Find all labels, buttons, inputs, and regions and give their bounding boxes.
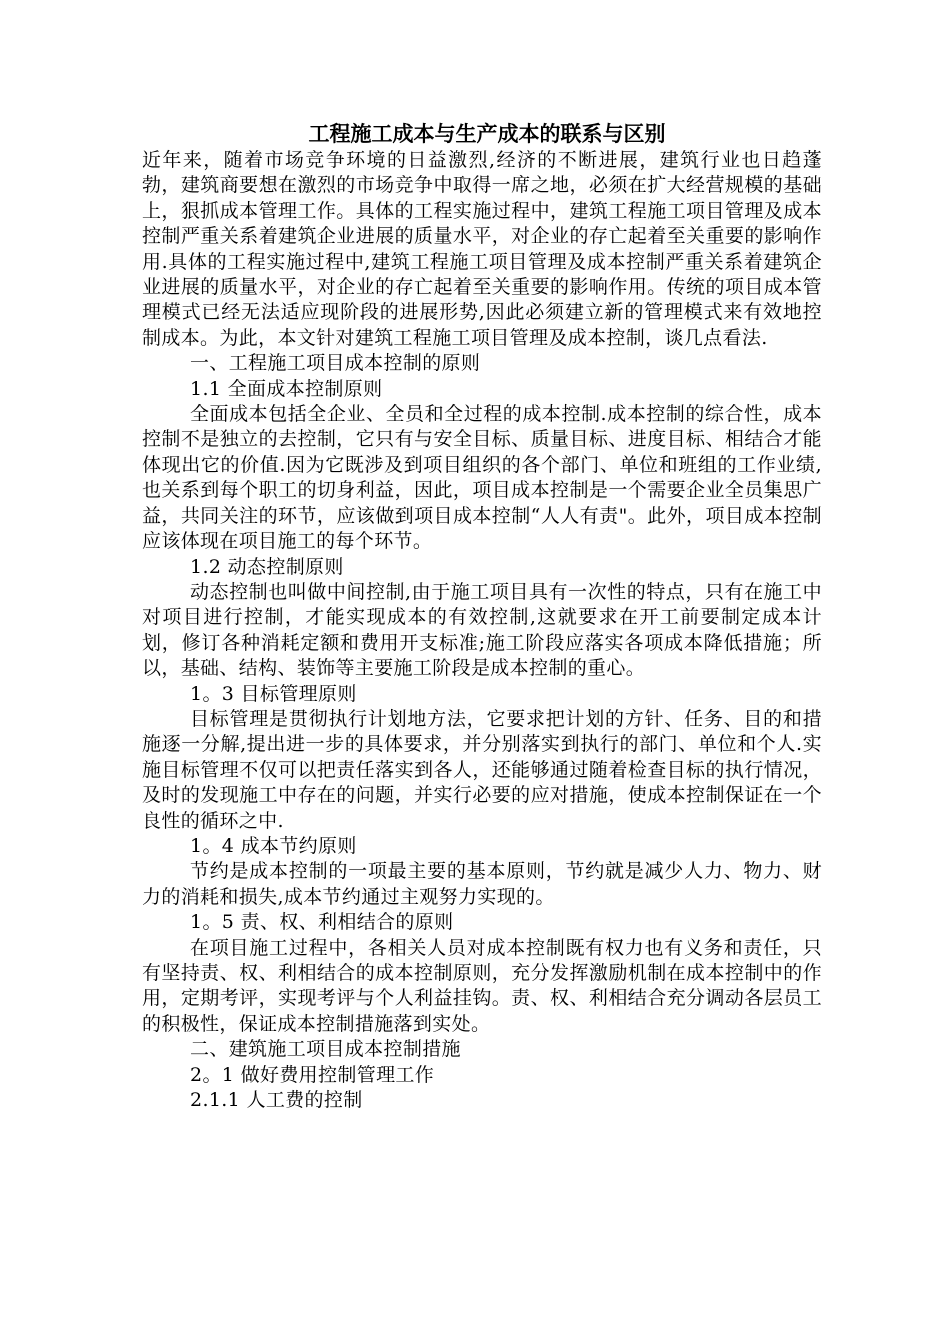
section-heading: 一、工程施工项目成本控制的原则 — [190, 352, 481, 375]
section-heading: 2.1.1 人工费的控制 — [190, 1089, 363, 1112]
document-title: 工程施工成本与生产成本的联系与区别 — [308, 121, 666, 146]
document-page — [142, 120, 822, 1113]
section-heading: 1.1 全面成本控制原则 — [190, 377, 383, 400]
body-paragraph: 动态控制也叫做中间控制,由于施工项目具有一次性的特点，只有在施工中对项目进行控制，才能实现成本的有效控制,这就要求在开工前要制定成本计划，修订各种消耗定额和费用开支标准;施工阶段应落实各项成本降低措施；所以，基础、结构、装饰等主要施工阶段是成本控制的重心。 — [142, 580, 822, 680]
body-paragraph: 目标管理是贯彻执行计划地方法，它要求把计划的方针、任务、目的和措施逐一分解,提出进一步的具体要求，并分别落实到执行的部门、单位和个人.实施目标管理不仅可以把责任落实到各人，还能够通过随着检查目标的执行情况，及时的发现施工中存在的问题，并实行必要的应对措施，使成本控制保证在一个良性的循环之中. — [142, 707, 822, 832]
section-heading: 1。3 目标管理原则 — [190, 682, 357, 705]
section-heading: 2。1 做好费用控制管理工作 — [190, 1063, 435, 1086]
section-heading: 1。4 成本节约原则 — [190, 834, 357, 857]
section-heading: 1.2 动态控制原则 — [190, 555, 344, 578]
document-body — [142, 148, 822, 1113]
body-paragraph: 近年来，随着市场竞争环境的日益激烈,经济的不断进展，建筑行业也日趋蓬勃，建筑商要想在激烈的市场竞争中取得一席之地，必须在扩大经营规模的基础上，狠抓成本管理工作。具体的工程实施过程中，建筑工程施工项目管理及成本控制严重关系着建筑企业进展的质量水平，对企业的存亡起着至关重要的影响作用.具体的工程实施过程中,建筑工程施工项目管理及成本控制严重关系着建筑企业进展的质量水平，对企业的存亡起着至关重要的影响作用。传统的项目成本管理模式已经无法适应现阶段的进展形势,因此必须建立新的管理模式来有效地控制成本。为此，本文针对建筑工程施工项目管理及成本控制，谈几点看法. — [142, 149, 822, 349]
body-paragraph: 在项目施工过程中，各相关人员对成本控制既有权力也有义务和责任，只有坚持责、权、利相结合的成本控制原则，充分发挥激励机制在成本控制中的作用，定期考评，实现考评与个人利益挂钩。责、权、利相结合充分调动各层员工的积极性，保证成本控制措施落到实处。 — [142, 936, 822, 1035]
section-heading: 二、建筑施工项目成本控制措施 — [190, 1038, 461, 1061]
body-paragraph: 全面成本包括全企业、全员和全过程的成本控制.成本控制的综合性，成本控制不是独立的去控制，它只有与安全目标、质量目标、进度目标、相结合才能体现出它的价值.因为它既涉及到项目组织的各个部门、单位和班组的工作业绩,也关系到每个职工的切身利益，因此，项目成本控制是一个需要企业全员集思广益，共同关注的环节，应该做到项目成本控制“人人有责"。此外，项目成本控制应该体现在项目施工的每个环节。 — [142, 403, 822, 553]
body-paragraph: 节约是成本控制的一项最主要的基本原则，节约就是减少人力、物力、财力的消耗和损失,成本节约通过主观努力实现的。 — [142, 860, 822, 908]
section-heading: 1。5 责、权、利相结合的原则 — [190, 911, 454, 934]
